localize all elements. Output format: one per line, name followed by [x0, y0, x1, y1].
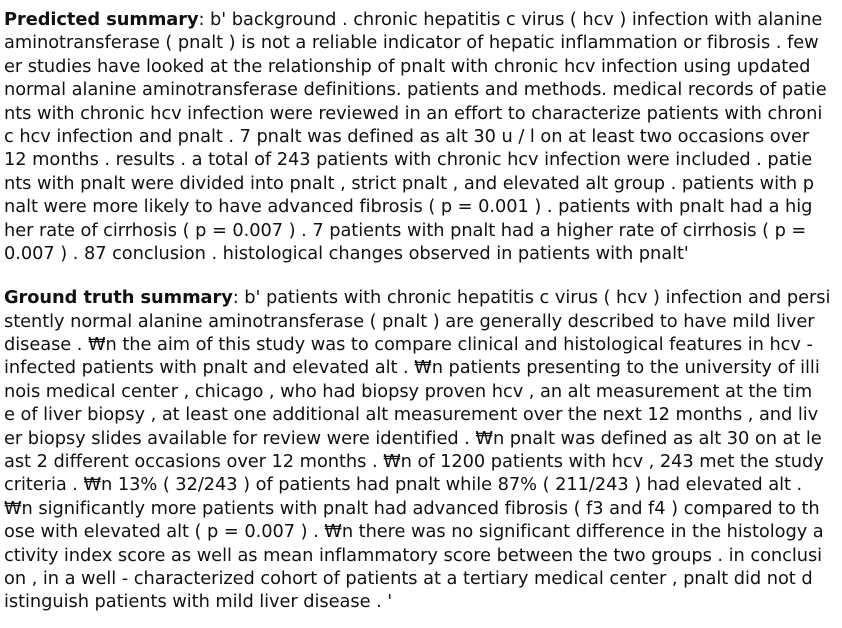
predicted-summary-section [4, 8, 838, 265]
ground-truth-summary-heading: Ground truth summary [4, 287, 233, 309]
summary-document [4, 8, 838, 614]
section-spacer [4, 265, 838, 286]
predicted-summary-text: : b' background . chronic hepatitis c virus ( hcv ) infection with alanine [198, 9, 823, 30]
predicted-summary-line: er studies have looked at the relationship of pnalt with chronic hcv infection using updated [4, 55, 811, 77]
ground-truth-summary-line: ose with elevated alt ( p = 0.007 ) . ₩n there was no significant difference in the histology a [4, 521, 824, 543]
predicted-summary-line: nalt were more likely to have advanced fibrosis ( p = 0.001 ) . patients with pnalt had a hig [4, 196, 813, 218]
ground-truth-summary-section [4, 286, 838, 613]
ground-truth-summary-line: criteria . ₩n 13% ( 32/243 ) of patients had pnalt while 87% ( 211/243 ) had elevated alt . [4, 474, 803, 496]
predicted-summary-heading: Predicted summary [4, 9, 199, 30]
ground-truth-summary-line: ₩n significantly more patients with pnalt had advanced fibrosis ( f3 and f4 ) compared to th [4, 497, 820, 519]
ground-truth-summary-line: on , in a well - characterized cohort of patients at a tertiary medical center , pnalt did not d [4, 567, 813, 589]
predicted-summary-line: her rate of cirrhosis ( p = 0.007 ) . 7 patients with pnalt had a higher rate of cirrhosis ( p = [4, 219, 807, 241]
ground-truth-summary-line: nois medical center , chicago , who had biopsy proven hcv , an alt measurement at the tim [4, 380, 813, 402]
ground-truth-summary-line: er biopsy slides available for review were identified . ₩n pnalt was defined as alt 30 on at le [4, 427, 822, 449]
ground-truth-summary-line: ast 2 different occasions over 12 months . ₩n of 1200 patients with hcv , 243 met the study [4, 451, 824, 473]
ground-truth-summary-line: e of liver biopsy , at least one additional alt measurement over the next 12 months , and liv [4, 404, 819, 426]
predicted-summary-line: 12 months . results . a total of 243 patients with chronic hcv infection were included . patie [4, 149, 813, 171]
predicted-summary-line: aminotransferase ( pnalt ) is not a reliable indicator of hepatic inflammation or fibrosis . few [4, 32, 819, 54]
ground-truth-summary-text: : b' patients with chronic hepatitis c virus ( hcv ) infection and persi [232, 287, 831, 309]
ground-truth-summary-line-1 [4, 286, 838, 309]
ground-truth-summary-line: disease . ₩n the aim of this study was to compare clinical and histological features in hcv - [4, 334, 813, 356]
predicted-summary-line: normal alanine aminotransferase definitions. patients and methods. medical records of patie [4, 79, 827, 101]
predicted-summary-line: 0.007 ) . 87 conclusion . histological changes observed in patients with pnalt' [4, 242, 689, 264]
predicted-summary-line-1 [4, 8, 838, 31]
ground-truth-summary-line: ctivity index score as well as mean inflammatory score between the two groups . in conclusi [4, 544, 823, 566]
ground-truth-summary-line: infected patients with pnalt and elevated alt . ₩n patients presenting to the university of illi [4, 357, 820, 379]
ground-truth-summary-line: stently normal alanine aminotransferase ( pnalt ) are generally described to have mild liver [4, 310, 815, 332]
predicted-summary-line: c hcv infection and pnalt . 7 pnalt was defined as alt 30 u / l on at least two occasions over [4, 125, 810, 147]
ground-truth-summary-line: istinguish patients with mild liver disease . ' [4, 591, 393, 613]
predicted-summary-line: nts with pnalt were divided into pnalt , strict pnalt , and elevated alt group . patients with p [4, 172, 814, 194]
predicted-summary-line: nts with chronic hcv infection were reviewed in an effort to characterize patients with chroni [4, 102, 823, 124]
